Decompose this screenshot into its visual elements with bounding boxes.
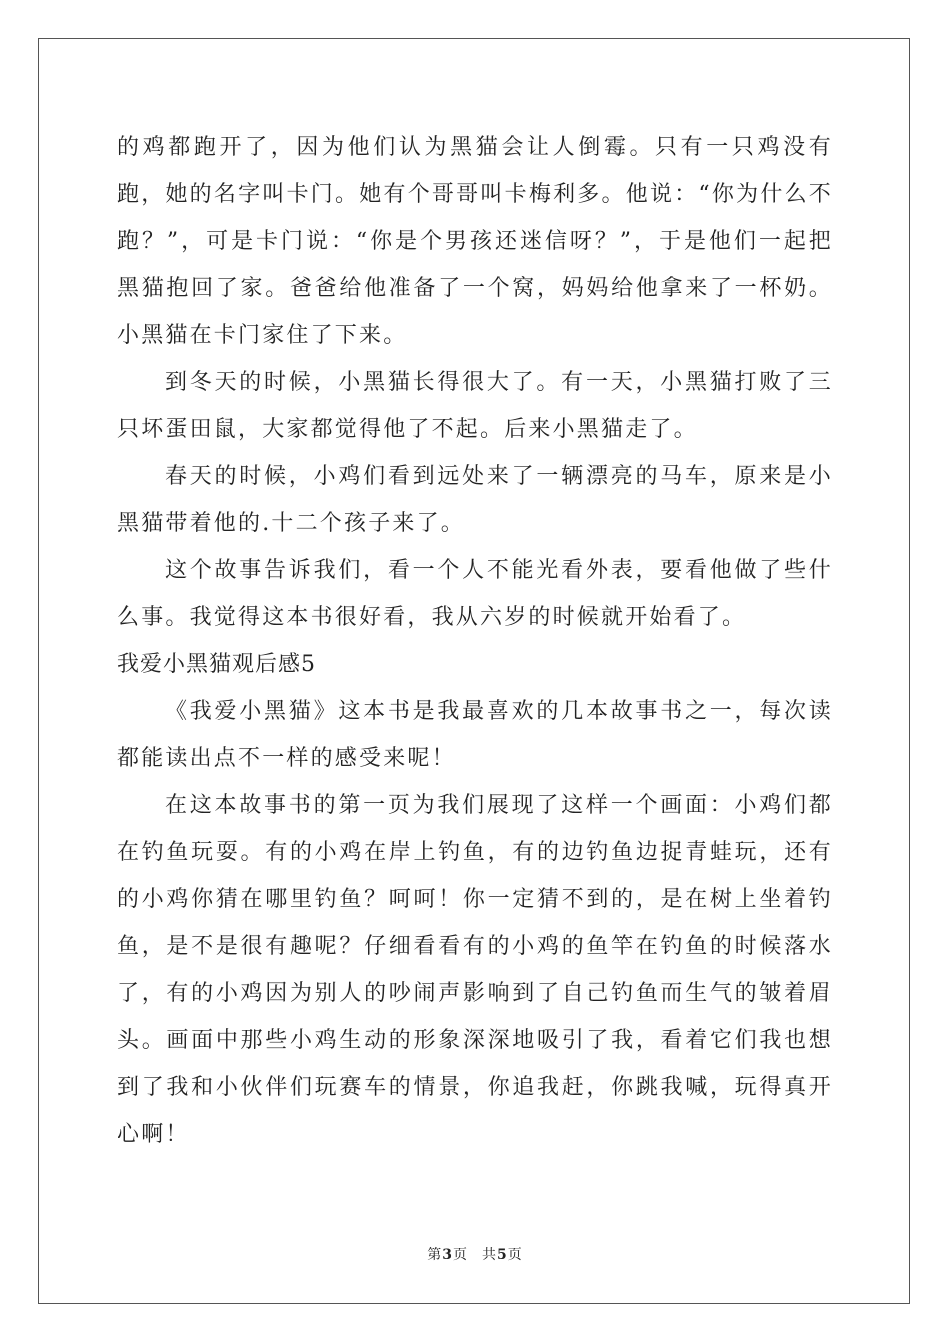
paragraph: 的鸡都跑开了，因为他们认为黑猫会让人倒霉。只有一只鸡没有跑，她的名字叫卡门。她有个哥哥叫卡梅利多。他说：“你为什么不跑？”，可是卡门说：“你是个男孩还迷信呀？”，于是他们一起把黑猫抱回了家。爸爸给他准备了一个窝，妈妈给他拿来了一杯奶。小黑猫在卡门家住了下来。 xyxy=(117,135,833,348)
paragraph: 到冬天的时候，小黑猫长得很大了。有一天，小黑猫打败了三只坏蛋田鼠，大家都觉得他了不起。后来小黑猫走了。 xyxy=(117,370,833,442)
paragraph: 这个故事告诉我们，看一个人不能光看外表，要看他做了些什么事。我觉得这本书很好看，我从六岁的时候就开始看了。 xyxy=(117,558,833,630)
total-prefix: 共 xyxy=(482,1247,497,1263)
total-pages: 5 xyxy=(497,1247,508,1263)
page-footer xyxy=(0,1244,950,1264)
page-number: 3 xyxy=(442,1247,453,1263)
paragraph: 在这本故事书的第一页为我们展现了这样一个画面：小鸡们都在钓鱼玩耍。有的小鸡在岸上钓鱼，有的边钓鱼边捉青蛙玩，还有的小鸡你猜在哪里钓鱼？呵呵！你一定猜不到的，是在树上坐着钓鱼，是不是很有趣呢？仔细看看有的小鸡的鱼竿在钓鱼的时候落水了，有的小鸡因为别人的吵闹声影响到了自己钓鱼而生气的皱着眉头。画面中那些小鸡生动的形象深深地吸引了我，看着它们我也想到了我和小伙伴们玩赛车的情景，你追我赶，你跳我喊，玩得真开心啊！ xyxy=(117,793,833,1147)
page-prefix: 第 xyxy=(427,1247,443,1263)
document-body xyxy=(117,124,833,1158)
paragraph: 《我爱小黑猫》这本书是我最喜欢的几本故事书之一，每次读都能读出点不一样的感受来呢！ xyxy=(117,699,833,771)
section-heading: 我爱小黑猫观后感5 xyxy=(117,652,316,677)
page-suffix: 页 xyxy=(453,1247,468,1263)
total-suffix: 页 xyxy=(507,1247,523,1263)
paragraph: 春天的时候，小鸡们看到远处来了一辆漂亮的马车，原来是小黑猫带着他的.十二个孩子来了。 xyxy=(117,464,833,536)
